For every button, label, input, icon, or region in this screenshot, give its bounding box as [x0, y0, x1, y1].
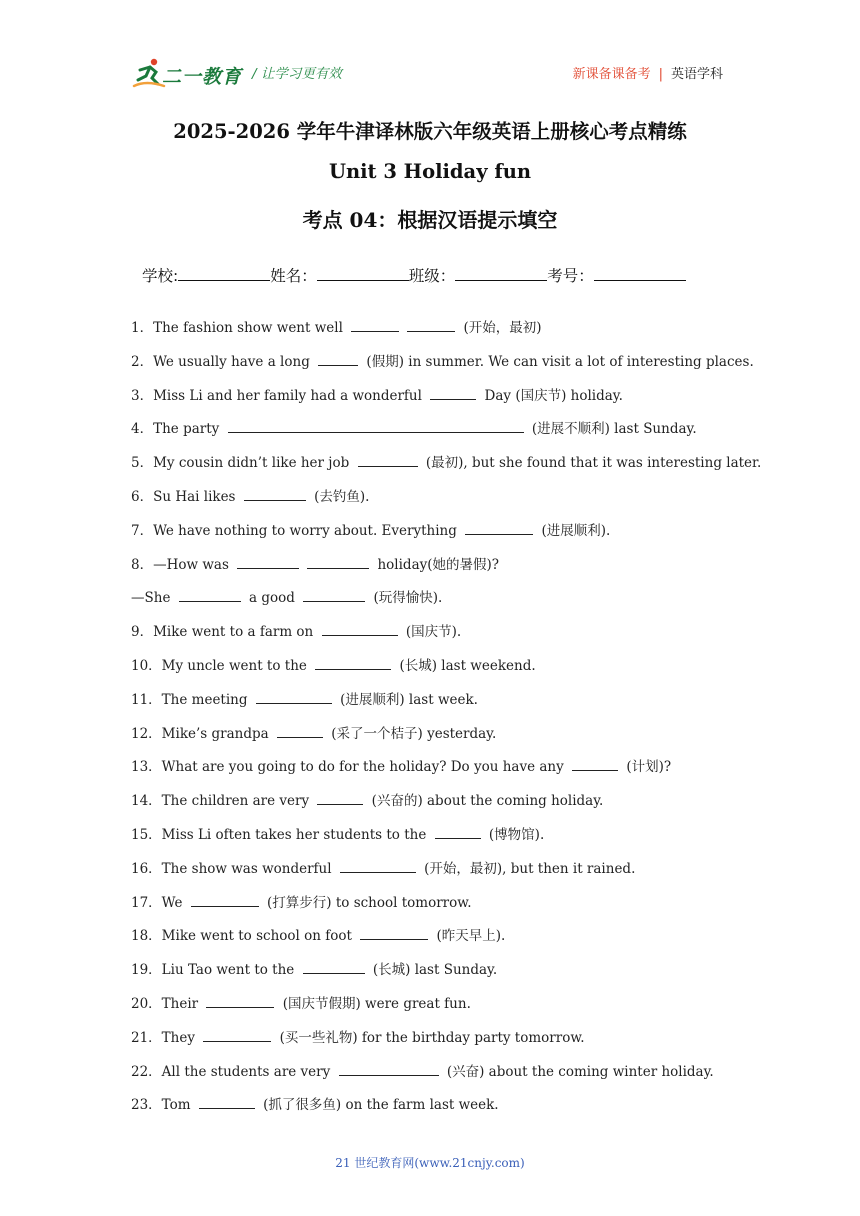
class-label: 班级：: [408, 267, 456, 285]
question-text: (兴奋的) about the coming holiday.: [367, 793, 604, 810]
question-text: 17．We: [131, 894, 187, 911]
slogan: / 让学习更有效: [252, 66, 342, 82]
answer-blank[interactable]: [358, 454, 418, 467]
question-line: [131, 350, 754, 370]
question-text: (国庆节假期) were great fun.: [278, 996, 471, 1012]
logo: [132, 56, 242, 90]
answer-blank[interactable]: [407, 319, 455, 332]
header-right: [573, 63, 723, 82]
answer-blank[interactable]: [435, 826, 481, 839]
question-text: (兴奋) about the coming winter holiday.: [442, 1063, 714, 1080]
question-text: (打算步行) to school tomorrow.: [262, 894, 472, 911]
answer-blank[interactable]: [199, 1096, 255, 1109]
question-line: [131, 755, 671, 775]
question-text: (买一些礼物) for the birthday party tomorrow.: [275, 1029, 585, 1046]
question-line: [131, 857, 635, 877]
answer-blank[interactable]: [340, 860, 416, 873]
answer-blank[interactable]: [307, 556, 369, 569]
question-text: holiday(她的暑假)?: [373, 556, 500, 573]
school-label: 学校:: [142, 267, 179, 285]
question-text: 11．The meeting: [131, 691, 252, 708]
doc-title: 2025-2026 学年牛津译林版六年级英语上册核心考点精练: [173, 120, 687, 143]
question-line: [131, 620, 461, 640]
question-text: (去钓鱼).: [309, 489, 370, 505]
answer-blank[interactable]: [465, 522, 533, 535]
answer-blank[interactable]: [179, 589, 241, 602]
answer-blank[interactable]: [237, 556, 299, 569]
answer-blank[interactable]: [572, 758, 618, 771]
answer-blank[interactable]: [277, 725, 323, 738]
question-line: [131, 1060, 714, 1080]
question-text: 1．The fashion show went well: [131, 320, 348, 336]
answer-blank[interactable]: [228, 420, 524, 433]
question-text: 8．—How was: [131, 556, 234, 573]
question-text: (长城) last weekend.: [395, 658, 536, 674]
question-line: [131, 1026, 585, 1046]
student-info-row: [142, 264, 686, 286]
name-label: 姓名：: [270, 267, 317, 285]
question-text: (采了一个桔子) yesterday.: [326, 725, 497, 742]
question-line: [131, 1093, 499, 1113]
answer-blank[interactable]: [315, 657, 391, 670]
question-line: [131, 722, 496, 742]
logo-text: 二一教育: [162, 66, 243, 88]
answer-blank[interactable]: [244, 488, 306, 501]
question-text: (博物馆).: [484, 827, 545, 843]
answer-blank[interactable]: [317, 792, 363, 805]
question-text: (进展顺利).: [537, 522, 611, 539]
question-text: (进展顺利) last week.: [335, 691, 478, 708]
question-line: [131, 451, 761, 471]
question-line: [131, 553, 499, 573]
answer-blank[interactable]: [303, 961, 365, 974]
question-line: [131, 654, 536, 674]
section-title: 考点 04：根据汉语提示填空: [302, 208, 558, 232]
question-text: 18．Mike went to school on foot: [131, 928, 357, 945]
question-text: (开始，最初), but then it rained.: [419, 860, 636, 877]
header-tag-a: 新课备课备考: [572, 67, 651, 82]
question-line: [131, 789, 603, 809]
class-blank[interactable]: [455, 266, 547, 281]
question-text: 16．The show was wonderful: [131, 860, 336, 877]
header-tag-b: 英语学科: [670, 67, 723, 82]
question-line: [131, 586, 442, 606]
question-text: 3．Miss Li and her family had a wonderful: [131, 387, 427, 404]
question-text: 10．My uncle went to the: [131, 658, 312, 674]
question-text: 9．Mike went to a farm on: [131, 624, 318, 641]
name-blank[interactable]: [317, 266, 409, 281]
question-text: (计划)?: [622, 759, 672, 776]
runner-icon: [132, 56, 166, 90]
answer-blank[interactable]: [203, 1029, 271, 1042]
question-line: [131, 417, 697, 437]
question-line: [131, 519, 610, 539]
question-text: 6．Su Hai likes: [131, 489, 240, 505]
question-text: (开始，最初): [459, 320, 542, 336]
exam-number-label: 考号：: [547, 267, 594, 285]
question-text: 22．All the students are very: [131, 1063, 335, 1080]
question-text: (玩得愉快).: [369, 590, 443, 607]
question-text: 15．Miss Li often takes her students to the: [131, 827, 431, 843]
question-text: 23．Tom: [131, 1097, 195, 1114]
question-text: (进展不顺利) last Sunday.: [527, 421, 697, 438]
question-text: (国庆节).: [401, 624, 462, 641]
question-text: 4．The party: [131, 421, 224, 438]
question-line: [131, 316, 542, 336]
unit-title: Unit 3 Holiday fun: [328, 160, 532, 183]
school-blank[interactable]: [178, 266, 270, 281]
question-text: 12．Mike’s grandpa: [131, 725, 273, 742]
answer-blank[interactable]: [191, 894, 259, 907]
question-text: 20．Their: [131, 996, 203, 1012]
question-line: [131, 823, 544, 843]
answer-blank[interactable]: [339, 1063, 439, 1076]
exam-number-blank[interactable]: [594, 266, 686, 281]
question-line: [131, 688, 478, 708]
answer-blank[interactable]: [322, 623, 398, 636]
answer-blank[interactable]: [303, 589, 365, 602]
question-text: Day (国庆节) holiday.: [480, 387, 623, 404]
question-text: a good: [244, 590, 300, 607]
question-line: [131, 924, 505, 944]
header-separator: |: [658, 67, 663, 82]
question-text: 5．My cousin didn’t like her job: [131, 455, 354, 472]
question-line: [131, 891, 472, 911]
page-footer: 21 世纪教育网(www.21cnjy.com): [335, 1156, 525, 1170]
answer-blank[interactable]: [206, 995, 274, 1008]
question-text: 13．What are you going to do for the holiday? Do you have any: [131, 759, 569, 776]
question-line: [131, 485, 369, 505]
question-text: (抓了很多鱼) on the farm last week.: [258, 1097, 499, 1114]
answer-blank[interactable]: [351, 319, 399, 332]
question-text: 2．We usually have a long: [131, 353, 315, 370]
question-text: 7．We have nothing to worry about. Everything: [131, 522, 462, 539]
question-line: [131, 992, 471, 1012]
question-text: (长城) last Sunday.: [368, 962, 498, 979]
answer-blank[interactable]: [256, 691, 332, 704]
answer-blank[interactable]: [360, 927, 428, 940]
question-line: [131, 958, 497, 978]
question-text: (假期) in summer. We can visit a lot of interesting places.: [362, 353, 754, 370]
page-header: [0, 0, 860, 100]
answer-blank[interactable]: [430, 387, 476, 400]
question-text: 19．Liu Tao went to the: [131, 962, 299, 979]
question-text: (最初), but she found that it was interesting later.: [421, 455, 762, 472]
answer-blank[interactable]: [318, 353, 358, 366]
question-text: 21．They: [131, 1029, 200, 1046]
question-line: [131, 384, 623, 404]
question-text: 14．The children are very: [131, 793, 314, 810]
question-text: —She: [131, 590, 175, 607]
question-text: (昨天早上).: [432, 928, 506, 945]
